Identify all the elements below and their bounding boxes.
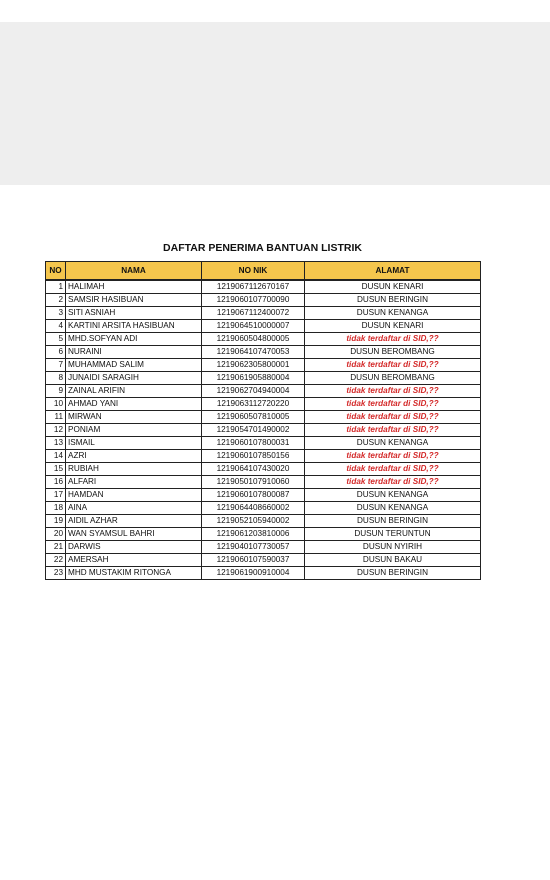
table-row [46,307,481,320]
nik-cell: 1219050107910060 [202,476,305,489]
table-row [46,567,481,580]
name-cell: MUHAMMAD SALIM [66,359,202,372]
row-number-cell: 6 [46,346,66,359]
nik-cell: 1219064107430020 [202,463,305,476]
name-cell: AINA [66,502,202,515]
row-number-cell: 13 [46,437,66,450]
document-title: DAFTAR PENERIMA BANTUAN LISTRIK [163,242,362,254]
name-cell: JUNAIDI SARAGIH [66,372,202,385]
nik-cell: 1219064107470053 [202,346,305,359]
table-row [46,398,481,411]
table-row [46,450,481,463]
row-number-cell: 17 [46,489,66,502]
address-cell: DUSUN KENARI [305,280,481,294]
row-number-cell: 9 [46,385,66,398]
table-row [46,372,481,385]
address-cell: DUSUN BERINGIN [305,294,481,307]
nik-cell: 1219054701490002 [202,424,305,437]
row-number-cell: 20 [46,528,66,541]
row-number-cell: 1 [46,280,66,294]
table-row [46,411,481,424]
nik-cell: 1219060107700090 [202,294,305,307]
address-cell: tidak terdaftar di SID,?? [305,450,481,463]
name-cell: ISMAIL [66,437,202,450]
address-cell: DUSUN BAKAU [305,554,481,567]
address-cell: tidak terdaftar di SID,?? [305,411,481,424]
nik-cell: 1219040107730057 [202,541,305,554]
table-row [46,476,481,489]
row-number-cell: 11 [46,411,66,424]
row-number-cell: 4 [46,320,66,333]
name-cell: MHD.SOFYAN ADI [66,333,202,346]
address-cell: DUSUN KENARI [305,320,481,333]
name-cell: RUBIAH [66,463,202,476]
nik-cell: 1219060504800005 [202,333,305,346]
row-number-cell: 3 [46,307,66,320]
table-body [46,280,481,580]
name-cell: ALFARI [66,476,202,489]
table-row [46,489,481,502]
row-number-cell: 7 [46,359,66,372]
nik-cell: 1219061203810006 [202,528,305,541]
table-row [46,554,481,567]
address-cell: DUSUN BERINGIN [305,567,481,580]
table-row [46,541,481,554]
top-gray-band [0,22,550,185]
table-row [46,333,481,346]
row-number-cell: 10 [46,398,66,411]
name-cell: MHD MUSTAKIM RITONGA [66,567,202,580]
recipient-table [45,261,481,580]
table-row [46,359,481,372]
nik-cell: 1219063112720220 [202,398,305,411]
address-cell: DUSUN BEROMBANG [305,372,481,385]
address-cell: DUSUN KENANGA [305,502,481,515]
row-number-cell: 12 [46,424,66,437]
name-cell: MIRWAN [66,411,202,424]
address-cell: DUSUN TERUNTUN [305,528,481,541]
address-cell: DUSUN BERINGIN [305,515,481,528]
address-cell: DUSUN BEROMBANG [305,346,481,359]
table-row [46,294,481,307]
table-row [46,320,481,333]
name-cell: SITI ASNIAH [66,307,202,320]
table-row [46,280,481,294]
nik-cell: 1219052105940002 [202,515,305,528]
table-row [46,424,481,437]
address-cell: DUSUN KENANGA [305,437,481,450]
table-row [46,385,481,398]
name-cell: SAMSIR HASIBUAN [66,294,202,307]
address-cell: tidak terdaftar di SID,?? [305,359,481,372]
nik-cell: 1219061900910004 [202,567,305,580]
nik-cell: 1219060507810005 [202,411,305,424]
address-cell: DUSUN NYIRIH [305,541,481,554]
address-cell: DUSUN KENANGA [305,489,481,502]
nik-cell: 1219064408660002 [202,502,305,515]
header-nama: NAMA [66,262,202,281]
address-cell: tidak terdaftar di SID,?? [305,398,481,411]
table-row [46,346,481,359]
header-no: NO [46,262,66,281]
name-cell: AZRI [66,450,202,463]
nik-cell: 1219060107590037 [202,554,305,567]
address-cell: tidak terdaftar di SID,?? [305,385,481,398]
name-cell: HALIMAH [66,280,202,294]
address-cell: tidak terdaftar di SID,?? [305,463,481,476]
name-cell: AHMAD YANI [66,398,202,411]
table-header-row [46,262,481,281]
nik-cell: 1219060107800087 [202,489,305,502]
row-number-cell: 23 [46,567,66,580]
nik-cell: 1219067112670167 [202,280,305,294]
name-cell: AIDIL AZHAR [66,515,202,528]
table-row [46,502,481,515]
address-cell: tidak terdaftar di SID,?? [305,333,481,346]
nik-cell: 1219060107850156 [202,450,305,463]
table-row [46,528,481,541]
row-number-cell: 18 [46,502,66,515]
name-cell: DARWIS [66,541,202,554]
row-number-cell: 19 [46,515,66,528]
name-cell: PONIAM [66,424,202,437]
nik-cell: 1219062704940004 [202,385,305,398]
nik-cell: 1219060107800031 [202,437,305,450]
table-row [46,515,481,528]
name-cell: NURAINI [66,346,202,359]
row-number-cell: 16 [46,476,66,489]
row-number-cell: 21 [46,541,66,554]
row-number-cell: 8 [46,372,66,385]
header-alamat: ALAMAT [305,262,481,281]
table-row [46,463,481,476]
row-number-cell: 22 [46,554,66,567]
row-number-cell: 2 [46,294,66,307]
row-number-cell: 5 [46,333,66,346]
header-nik: NO NIK [202,262,305,281]
row-number-cell: 15 [46,463,66,476]
address-cell: tidak terdaftar di SID,?? [305,424,481,437]
address-cell: tidak terdaftar di SID,?? [305,476,481,489]
nik-cell: 1219061905880004 [202,372,305,385]
name-cell: ZAINAL ARIFIN [66,385,202,398]
nik-cell: 1219064510000007 [202,320,305,333]
name-cell: WAN SYAMSUL BAHRI [66,528,202,541]
name-cell: KARTINI ARSITA HASIBUAN [66,320,202,333]
nik-cell: 1219062305800001 [202,359,305,372]
name-cell: HAMDAN [66,489,202,502]
address-cell: DUSUN KENANGA [305,307,481,320]
name-cell: AMERSAH [66,554,202,567]
row-number-cell: 14 [46,450,66,463]
nik-cell: 1219067112400072 [202,307,305,320]
table-row [46,437,481,450]
